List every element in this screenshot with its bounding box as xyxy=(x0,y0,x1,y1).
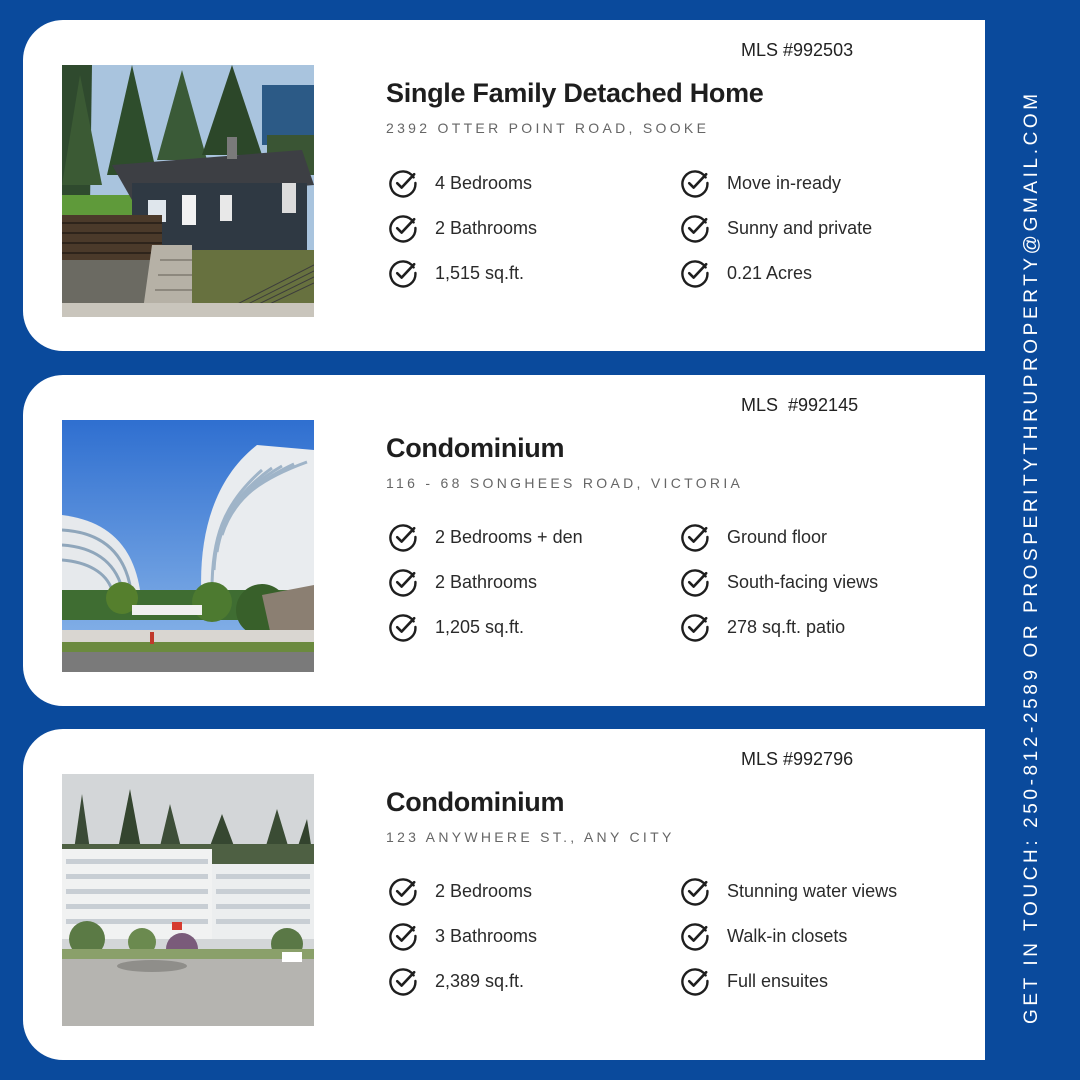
feature-label: 1,515 sq.ft. xyxy=(435,262,525,283)
feature-item xyxy=(388,567,537,597)
feature-label: 0.21 Acres xyxy=(727,262,813,283)
check-circle-icon xyxy=(680,876,710,906)
mls-number: MLS #992145 xyxy=(741,395,859,415)
check-circle-icon xyxy=(680,567,710,597)
feature-item xyxy=(680,966,828,996)
feature-label: 278 sq.ft. patio xyxy=(727,616,846,637)
feature-item xyxy=(388,921,537,951)
mls-number: MLS #992503 xyxy=(741,40,854,60)
feature-label: 2 Bathrooms xyxy=(435,217,538,238)
listing-address: 2392 OTTER POINT ROAD, SOOKE xyxy=(386,120,710,136)
check-circle-icon xyxy=(388,921,418,951)
feature-label: 4 Bedrooms xyxy=(435,172,533,193)
check-circle-icon xyxy=(388,213,418,243)
check-circle-icon xyxy=(388,876,418,906)
feature-item xyxy=(388,966,524,996)
feature-item xyxy=(680,612,845,642)
feature-label: 2,389 sq.ft. xyxy=(435,970,525,991)
feature-item xyxy=(680,921,847,951)
feature-item xyxy=(388,168,532,198)
mls-number: MLS #992796 xyxy=(741,749,854,769)
listing-title: Condominium xyxy=(386,787,565,817)
check-circle-icon xyxy=(680,966,710,996)
contact-banner: GET IN TOUCH: 250-812-2589 OR PROSPERITYTHRUPROPERTY@GMAIL.COM xyxy=(1021,90,1042,1024)
check-circle-icon xyxy=(388,567,418,597)
feature-label: Walk-in closets xyxy=(727,925,848,946)
listing-card-1[interactable] xyxy=(23,20,985,351)
check-circle-icon xyxy=(388,612,418,642)
feature-item xyxy=(680,567,878,597)
check-circle-icon xyxy=(388,168,418,198)
feature-label: 3 Bathrooms xyxy=(435,925,538,946)
feature-item xyxy=(680,258,812,288)
check-circle-icon xyxy=(680,522,710,552)
listing-card-2[interactable] xyxy=(23,375,985,706)
feature-label: 2 Bedrooms + den xyxy=(435,526,583,547)
check-circle-icon xyxy=(388,522,418,552)
check-circle-icon xyxy=(680,612,710,642)
feature-item xyxy=(388,522,583,552)
check-circle-icon xyxy=(680,213,710,243)
listing-title: Single Family Detached Home xyxy=(386,78,764,108)
feature-item xyxy=(680,213,872,243)
listing-title: Condominium xyxy=(386,433,565,463)
check-circle-icon xyxy=(680,168,710,198)
feature-item xyxy=(388,876,532,906)
feature-item xyxy=(388,213,537,243)
check-circle-icon xyxy=(388,258,418,288)
feature-item xyxy=(388,258,524,288)
feature-label: 2 Bedrooms xyxy=(435,880,533,901)
feature-item xyxy=(680,522,827,552)
listing-card-3[interactable] xyxy=(23,729,985,1060)
feature-label: 2 Bathrooms xyxy=(435,571,538,592)
condo-complex-photo xyxy=(62,774,314,1026)
check-circle-icon xyxy=(680,921,710,951)
feature-label: Ground floor xyxy=(727,526,828,547)
feature-label: Full ensuites xyxy=(727,970,829,991)
feature-item xyxy=(680,876,897,906)
feature-item xyxy=(680,168,841,198)
feature-item xyxy=(388,612,524,642)
check-circle-icon xyxy=(680,258,710,288)
listing-address: 116 - 68 SONGHEES ROAD, VICTORIA xyxy=(386,475,744,491)
feature-label: Move in-ready xyxy=(727,172,842,193)
listing-address: 123 ANYWHERE ST., ANY CITY xyxy=(386,829,675,845)
feature-label: Sunny and private xyxy=(727,217,873,238)
house-photo xyxy=(62,65,314,317)
feature-label: South-facing views xyxy=(727,571,879,592)
feature-label: 1,205 sq.ft. xyxy=(435,616,525,637)
condo-tower-photo xyxy=(62,420,314,672)
check-circle-icon xyxy=(388,966,418,996)
feature-label: Stunning water views xyxy=(727,880,898,901)
